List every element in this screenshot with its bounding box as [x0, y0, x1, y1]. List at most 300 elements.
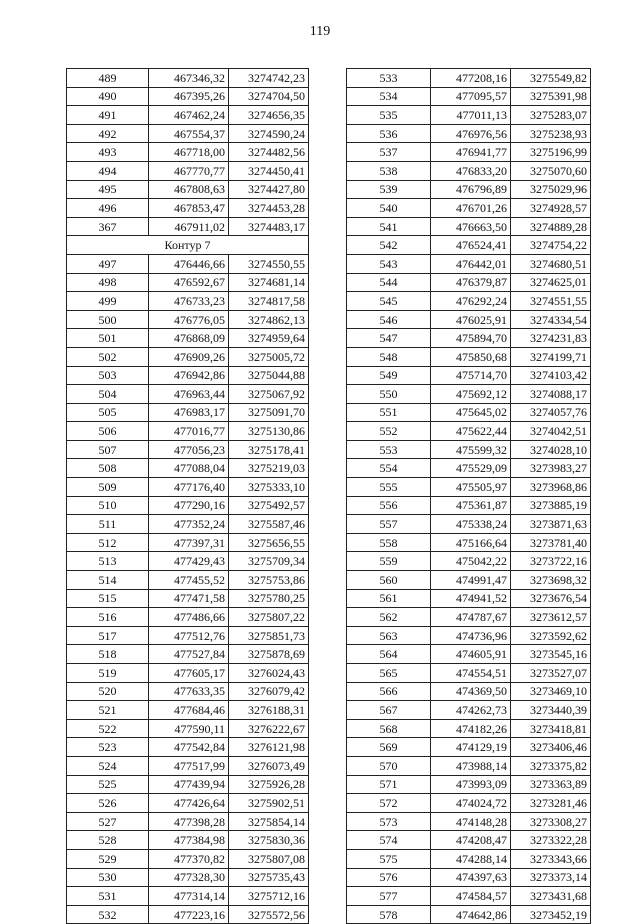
- point-number-cell: 576: [347, 868, 431, 887]
- table-row: [67, 459, 309, 478]
- table-row: [67, 645, 309, 664]
- y-coordinate-cell: 3273698,32: [511, 571, 591, 590]
- table-row: [347, 533, 591, 552]
- y-coordinate-cell: 3274453,28: [229, 199, 309, 218]
- table-row: [67, 143, 309, 162]
- point-number-cell: 577: [347, 887, 431, 906]
- table-row: [67, 719, 309, 738]
- table-row: [347, 403, 591, 422]
- table-row: [347, 868, 591, 887]
- x-coordinate-cell: 475529,09: [431, 459, 511, 478]
- point-number-cell: 557: [347, 515, 431, 534]
- point-number-cell: 492: [67, 124, 149, 143]
- table-row: [347, 515, 591, 534]
- y-coordinate-cell: 3273545,16: [511, 645, 591, 664]
- point-number-cell: 547: [347, 329, 431, 348]
- point-number-cell: 519: [67, 664, 149, 683]
- point-number-cell: 500: [67, 310, 149, 329]
- table-row: [347, 608, 591, 627]
- y-coordinate-cell: 3275029,96: [511, 180, 591, 199]
- y-coordinate-cell: 3273418,81: [511, 719, 591, 738]
- y-coordinate-cell: 3275587,46: [229, 515, 309, 534]
- point-number-cell: 551: [347, 403, 431, 422]
- table-row: [67, 626, 309, 645]
- table-row: [347, 719, 591, 738]
- y-coordinate-cell: 3275851,73: [229, 626, 309, 645]
- y-coordinate-cell: 3275709,34: [229, 552, 309, 571]
- y-coordinate-cell: 3276024,43: [229, 664, 309, 683]
- x-coordinate-cell: 477605,17: [149, 664, 229, 683]
- table-row: [347, 626, 591, 645]
- point-number-cell: 532: [67, 905, 149, 924]
- y-coordinate-cell: 3274550,55: [229, 254, 309, 273]
- y-coordinate-cell: 3275130,86: [229, 422, 309, 441]
- table-row: [347, 310, 591, 329]
- x-coordinate-cell: 477088,04: [149, 459, 229, 478]
- x-coordinate-cell: 476796,89: [431, 180, 511, 199]
- y-coordinate-cell: 3275712,16: [229, 887, 309, 906]
- table-row: [67, 106, 309, 125]
- point-number-cell: 525: [67, 775, 149, 794]
- table-row: [67, 552, 309, 571]
- y-coordinate-cell: 3274704,50: [229, 87, 309, 106]
- table-row: [67, 608, 309, 627]
- y-coordinate-cell: 3275238,93: [511, 124, 591, 143]
- point-number-cell: 568: [347, 719, 431, 738]
- point-number-cell: 527: [67, 812, 149, 831]
- point-number-cell: 575: [347, 849, 431, 868]
- y-coordinate-cell: 3275854,14: [229, 812, 309, 831]
- table-row: [347, 849, 591, 868]
- y-coordinate-cell: 3274742,23: [229, 69, 309, 88]
- table-row: [67, 589, 309, 608]
- table-row: [347, 161, 591, 180]
- x-coordinate-cell: 476776,05: [149, 310, 229, 329]
- point-number-cell: 558: [347, 533, 431, 552]
- x-coordinate-cell: 473988,14: [431, 756, 511, 775]
- point-number-cell: 544: [347, 273, 431, 292]
- x-coordinate-cell: 477290,16: [149, 496, 229, 515]
- point-number-cell: 493: [67, 143, 149, 162]
- y-coordinate-cell: 3275091,70: [229, 403, 309, 422]
- point-number-cell: 543: [347, 254, 431, 273]
- x-coordinate-cell: 476963,44: [149, 385, 229, 404]
- y-coordinate-cell: 3274681,14: [229, 273, 309, 292]
- point-number-cell: 515: [67, 589, 149, 608]
- table-row: [67, 794, 309, 813]
- x-coordinate-cell: 475505,97: [431, 478, 511, 497]
- point-number-cell: 516: [67, 608, 149, 627]
- y-coordinate-cell: 3273373,14: [511, 868, 591, 887]
- x-coordinate-cell: 475894,70: [431, 329, 511, 348]
- table-row: [67, 161, 309, 180]
- y-coordinate-cell: 3276073,49: [229, 756, 309, 775]
- y-coordinate-cell: 3273406,46: [511, 738, 591, 757]
- y-coordinate-cell: 3274754,22: [511, 236, 591, 255]
- y-coordinate-cell: 3275283,07: [511, 106, 591, 125]
- y-coordinate-cell: 3275070,60: [511, 161, 591, 180]
- y-coordinate-cell: 3273440,39: [511, 701, 591, 720]
- point-number-cell: 489: [67, 69, 149, 88]
- table-row: [347, 87, 591, 106]
- point-number-cell: 506: [67, 422, 149, 441]
- point-number-cell: 498: [67, 273, 149, 292]
- x-coordinate-cell: 476025,91: [431, 310, 511, 329]
- x-coordinate-cell: 475692,12: [431, 385, 511, 404]
- y-coordinate-cell: 3274959,64: [229, 329, 309, 348]
- point-number-cell: 520: [67, 682, 149, 701]
- y-coordinate-cell: 3274057,76: [511, 403, 591, 422]
- page-number: 119: [309, 24, 331, 39]
- y-coordinate-cell: 3274427,80: [229, 180, 309, 199]
- point-number-cell: 495: [67, 180, 149, 199]
- y-coordinate-cell: 3273612,57: [511, 608, 591, 627]
- y-coordinate-cell: 3274042,51: [511, 422, 591, 441]
- point-number-cell: 542: [347, 236, 431, 255]
- x-coordinate-cell: 476592,67: [149, 273, 229, 292]
- y-coordinate-cell: 3275753,86: [229, 571, 309, 590]
- x-coordinate-cell: 467911,02: [149, 217, 229, 236]
- y-coordinate-cell: 3275926,28: [229, 775, 309, 794]
- y-coordinate-cell: 3275807,22: [229, 608, 309, 627]
- table-row: [67, 87, 309, 106]
- x-coordinate-cell: 476976,56: [431, 124, 511, 143]
- x-coordinate-cell: 474129,19: [431, 738, 511, 757]
- point-number-cell: 367: [67, 217, 149, 236]
- table-row: [347, 496, 591, 515]
- table-row: [347, 794, 591, 813]
- x-coordinate-cell: 474787,67: [431, 608, 511, 627]
- point-number-cell: 496: [67, 199, 149, 218]
- x-coordinate-cell: 476446,66: [149, 254, 229, 273]
- point-number-cell: 566: [347, 682, 431, 701]
- point-number-cell: 536: [347, 124, 431, 143]
- table-row: [67, 440, 309, 459]
- point-number-cell: 491: [67, 106, 149, 125]
- table-row: [67, 347, 309, 366]
- x-coordinate-cell: 476942,86: [149, 366, 229, 385]
- y-coordinate-cell: 3273592,62: [511, 626, 591, 645]
- x-coordinate-cell: 477352,24: [149, 515, 229, 534]
- y-coordinate-cell: 3273343,66: [511, 849, 591, 868]
- x-coordinate-cell: 474182,26: [431, 719, 511, 738]
- x-coordinate-cell: 477590,11: [149, 719, 229, 738]
- y-coordinate-cell: 3274483,17: [229, 217, 309, 236]
- point-number-cell: 560: [347, 571, 431, 590]
- point-number-cell: 531: [67, 887, 149, 906]
- y-coordinate-cell: 3274103,42: [511, 366, 591, 385]
- table-row: [67, 756, 309, 775]
- point-number-cell: 546: [347, 310, 431, 329]
- y-coordinate-cell: 3273722,16: [511, 552, 591, 571]
- x-coordinate-cell: 474208,47: [431, 831, 511, 850]
- point-number-cell: 545: [347, 292, 431, 311]
- y-coordinate-cell: 3273676,54: [511, 589, 591, 608]
- point-number-cell: 509: [67, 478, 149, 497]
- y-coordinate-cell: 3273781,40: [511, 533, 591, 552]
- table-row: [67, 478, 309, 497]
- point-number-cell: 541: [347, 217, 431, 236]
- table-row: [67, 254, 309, 273]
- point-number-cell: 540: [347, 199, 431, 218]
- table-row: [347, 831, 591, 850]
- table-row: [347, 273, 591, 292]
- point-number-cell: 533: [347, 69, 431, 88]
- x-coordinate-cell: 467853,47: [149, 199, 229, 218]
- y-coordinate-cell: 3274889,28: [511, 217, 591, 236]
- x-coordinate-cell: 475166,64: [431, 533, 511, 552]
- table-row: [67, 905, 309, 924]
- y-coordinate-cell: 3274817,58: [229, 292, 309, 311]
- table-row: [67, 403, 309, 422]
- point-number-cell: 562: [347, 608, 431, 627]
- table-row: [347, 459, 591, 478]
- table-row: [67, 199, 309, 218]
- y-coordinate-cell: 3274625,01: [511, 273, 591, 292]
- x-coordinate-cell: 467462,24: [149, 106, 229, 125]
- y-coordinate-cell: 3273281,46: [511, 794, 591, 813]
- y-coordinate-cell: 3275656,55: [229, 533, 309, 552]
- point-number-cell: 530: [67, 868, 149, 887]
- table-row: [347, 887, 591, 906]
- y-coordinate-cell: 3275333,10: [229, 478, 309, 497]
- y-coordinate-cell: 3276222,67: [229, 719, 309, 738]
- table-row: [347, 775, 591, 794]
- table-row: [347, 589, 591, 608]
- x-coordinate-cell: 474024,72: [431, 794, 511, 813]
- table-row: [347, 180, 591, 199]
- point-number-cell: 567: [347, 701, 431, 720]
- point-number-cell: 570: [347, 756, 431, 775]
- x-coordinate-cell: 477684,46: [149, 701, 229, 720]
- x-coordinate-cell: 477370,82: [149, 849, 229, 868]
- table-row: [67, 664, 309, 683]
- x-coordinate-cell: 473993,09: [431, 775, 511, 794]
- x-coordinate-cell: 475645,02: [431, 403, 511, 422]
- table-row: [67, 292, 309, 311]
- table-row: [67, 682, 309, 701]
- y-coordinate-cell: 3275807,08: [229, 849, 309, 868]
- y-coordinate-cell: 3273431,68: [511, 887, 591, 906]
- y-coordinate-cell: 3273322,28: [511, 831, 591, 850]
- point-number-cell: 494: [67, 161, 149, 180]
- y-coordinate-cell: 3276121,98: [229, 738, 309, 757]
- table-row: [347, 905, 591, 924]
- x-coordinate-cell: 474262,73: [431, 701, 511, 720]
- table-row: [67, 180, 309, 199]
- point-number-cell: 514: [67, 571, 149, 590]
- x-coordinate-cell: 477056,23: [149, 440, 229, 459]
- y-coordinate-cell: 3275196,99: [511, 143, 591, 162]
- point-number-cell: 522: [67, 719, 149, 738]
- contour-label: Контур 7: [67, 236, 309, 255]
- table-row: [347, 69, 591, 88]
- table-row: [67, 273, 309, 292]
- y-coordinate-cell: 3273452,19: [511, 905, 591, 924]
- x-coordinate-cell: 467770,77: [149, 161, 229, 180]
- x-coordinate-cell: 476868,09: [149, 329, 229, 348]
- table-row: [67, 533, 309, 552]
- point-number-cell: 510: [67, 496, 149, 515]
- y-coordinate-cell: 3274088,17: [511, 385, 591, 404]
- coordinates-table-left: [66, 68, 309, 924]
- point-number-cell: 537: [347, 143, 431, 162]
- point-number-cell: 524: [67, 756, 149, 775]
- table-row: [347, 106, 591, 125]
- x-coordinate-cell: 474554,51: [431, 664, 511, 683]
- point-number-cell: 556: [347, 496, 431, 515]
- point-number-cell: 534: [347, 87, 431, 106]
- point-number-cell: 505: [67, 403, 149, 422]
- y-coordinate-cell: 3276188,31: [229, 701, 309, 720]
- table-row: [347, 812, 591, 831]
- point-number-cell: 549: [347, 366, 431, 385]
- point-number-cell: 555: [347, 478, 431, 497]
- point-number-cell: 518: [67, 645, 149, 664]
- table-row: [347, 645, 591, 664]
- x-coordinate-cell: 477011,13: [431, 106, 511, 125]
- point-number-cell: 578: [347, 905, 431, 924]
- table-row: [347, 236, 591, 255]
- point-number-cell: 535: [347, 106, 431, 125]
- x-coordinate-cell: 476442,01: [431, 254, 511, 273]
- x-coordinate-cell: 477016,77: [149, 422, 229, 441]
- x-coordinate-cell: 477512,76: [149, 626, 229, 645]
- y-coordinate-cell: 3274551,55: [511, 292, 591, 311]
- table-row: [67, 571, 309, 590]
- table-row: [67, 422, 309, 441]
- y-coordinate-cell: 3275549,82: [511, 69, 591, 88]
- table-row: [67, 217, 309, 236]
- table-row: [347, 756, 591, 775]
- point-number-cell: 497: [67, 254, 149, 273]
- table-row: [67, 849, 309, 868]
- table-row: [67, 124, 309, 143]
- table-row: [347, 422, 591, 441]
- y-coordinate-cell: 3275178,41: [229, 440, 309, 459]
- x-coordinate-cell: 477527,84: [149, 645, 229, 664]
- y-coordinate-cell: 3273363,89: [511, 775, 591, 794]
- y-coordinate-cell: 3275830,36: [229, 831, 309, 850]
- table-row: [347, 701, 591, 720]
- x-coordinate-cell: 477517,99: [149, 756, 229, 775]
- x-coordinate-cell: 476379,87: [431, 273, 511, 292]
- x-coordinate-cell: 475338,24: [431, 515, 511, 534]
- x-coordinate-cell: 476983,17: [149, 403, 229, 422]
- y-coordinate-cell: 3274862,13: [229, 310, 309, 329]
- table-row: [347, 143, 591, 162]
- y-coordinate-cell: 3275219,03: [229, 459, 309, 478]
- x-coordinate-cell: 477542,84: [149, 738, 229, 757]
- table-row: [347, 124, 591, 143]
- x-coordinate-cell: 475042,22: [431, 552, 511, 571]
- x-coordinate-cell: 474369,50: [431, 682, 511, 701]
- x-coordinate-cell: 476701,26: [431, 199, 511, 218]
- table-row: [67, 812, 309, 831]
- point-number-cell: 554: [347, 459, 431, 478]
- table-row: [67, 329, 309, 348]
- table-row: [347, 571, 591, 590]
- y-coordinate-cell: 3274028,10: [511, 440, 591, 459]
- table-row: [67, 831, 309, 850]
- table-row: [67, 496, 309, 515]
- table-row: [347, 682, 591, 701]
- x-coordinate-cell: 475361,87: [431, 496, 511, 515]
- table-row: [67, 868, 309, 887]
- table-row: [67, 385, 309, 404]
- x-coordinate-cell: 477223,16: [149, 905, 229, 924]
- point-number-cell: 572: [347, 794, 431, 813]
- x-coordinate-cell: 477439,94: [149, 775, 229, 794]
- table-row: [347, 385, 591, 404]
- y-coordinate-cell: 3274482,56: [229, 143, 309, 162]
- y-coordinate-cell: 3273885,19: [511, 496, 591, 515]
- x-coordinate-cell: 477398,28: [149, 812, 229, 831]
- table-row: [347, 217, 591, 236]
- y-coordinate-cell: 3275005,72: [229, 347, 309, 366]
- x-coordinate-cell: 474736,96: [431, 626, 511, 645]
- table-row: [67, 775, 309, 794]
- y-coordinate-cell: 3273871,63: [511, 515, 591, 534]
- y-coordinate-cell: 3274199,71: [511, 347, 591, 366]
- y-coordinate-cell: 3273527,07: [511, 664, 591, 683]
- point-number-cell: 513: [67, 552, 149, 571]
- x-coordinate-cell: 474941,52: [431, 589, 511, 608]
- table-row: [67, 310, 309, 329]
- table-row: [347, 440, 591, 459]
- point-number-cell: 507: [67, 440, 149, 459]
- table-row: [347, 478, 591, 497]
- x-coordinate-cell: 474584,57: [431, 887, 511, 906]
- point-number-cell: 569: [347, 738, 431, 757]
- point-number-cell: 561: [347, 589, 431, 608]
- point-number-cell: 511: [67, 515, 149, 534]
- point-number-cell: 573: [347, 812, 431, 831]
- x-coordinate-cell: 476524,41: [431, 236, 511, 255]
- x-coordinate-cell: 467554,37: [149, 124, 229, 143]
- point-number-cell: 564: [347, 645, 431, 664]
- y-coordinate-cell: 3273375,82: [511, 756, 591, 775]
- y-coordinate-cell: 3273983,27: [511, 459, 591, 478]
- point-number-cell: 553: [347, 440, 431, 459]
- table-row: [347, 552, 591, 571]
- point-number-cell: 563: [347, 626, 431, 645]
- x-coordinate-cell: 477328,30: [149, 868, 229, 887]
- y-coordinate-cell: 3274590,24: [229, 124, 309, 143]
- table-row: [67, 366, 309, 385]
- table-row: [67, 515, 309, 534]
- point-number-cell: 539: [347, 180, 431, 199]
- point-number-cell: 550: [347, 385, 431, 404]
- x-coordinate-cell: 475850,68: [431, 347, 511, 366]
- point-number-cell: 529: [67, 849, 149, 868]
- y-coordinate-cell: 3273968,86: [511, 478, 591, 497]
- x-coordinate-cell: 475622,44: [431, 422, 511, 441]
- x-coordinate-cell: 467395,26: [149, 87, 229, 106]
- coordinates-table-right: [346, 68, 591, 924]
- x-coordinate-cell: 476941,77: [431, 143, 511, 162]
- point-number-cell: 552: [347, 422, 431, 441]
- table-row: [67, 701, 309, 720]
- x-coordinate-cell: 477176,40: [149, 478, 229, 497]
- x-coordinate-cell: 477208,16: [431, 69, 511, 88]
- y-coordinate-cell: 3274334,54: [511, 310, 591, 329]
- y-coordinate-cell: 3275572,56: [229, 905, 309, 924]
- point-number-cell: 574: [347, 831, 431, 850]
- point-number-cell: 559: [347, 552, 431, 571]
- x-coordinate-cell: 467346,32: [149, 69, 229, 88]
- table-row: [67, 887, 309, 906]
